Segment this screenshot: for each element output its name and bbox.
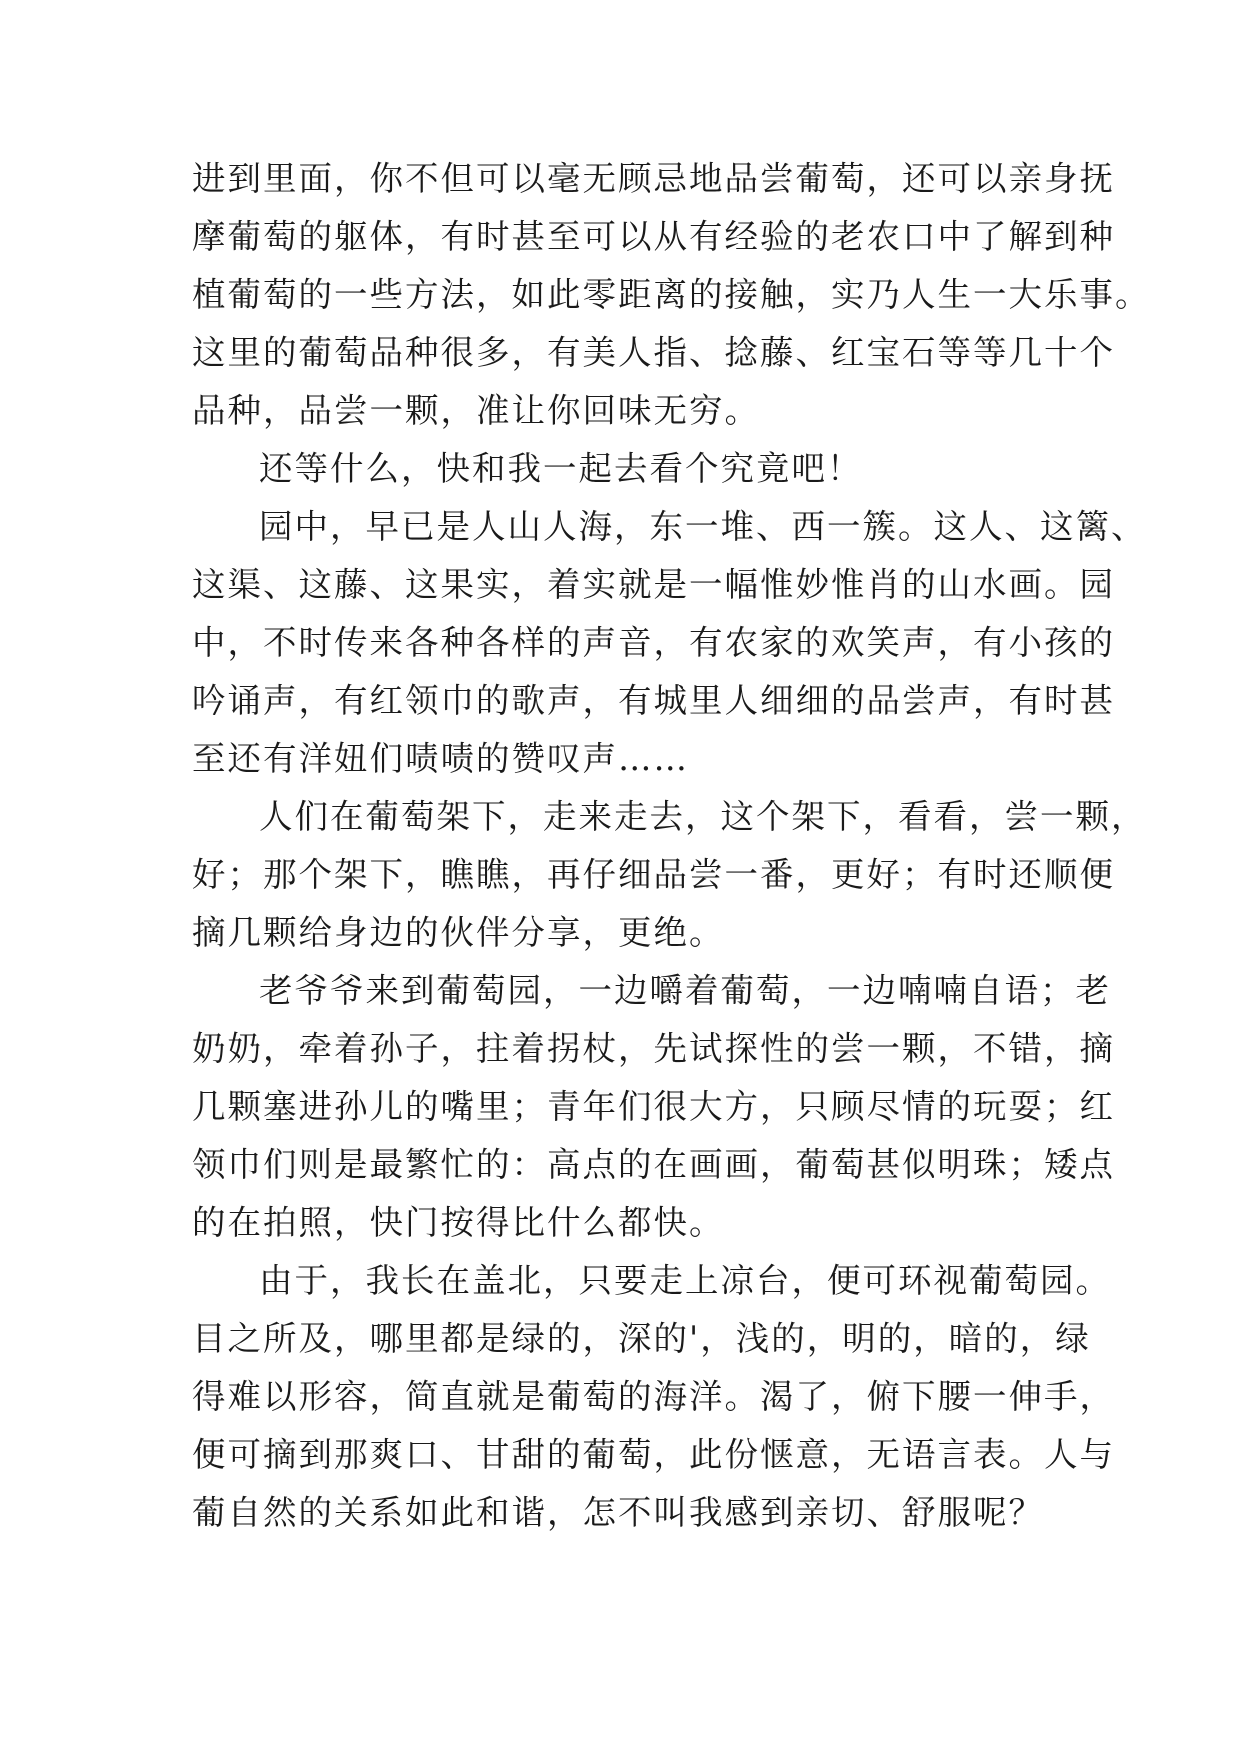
text-line: 园中，早已是人山人海，东一堆、西一簇。这人、这篱、: [259, 507, 1147, 546]
text-line: 目之所及，哪里都是绿的，深的'，浅的，明的，暗的，绿: [192, 1319, 1091, 1358]
text-line: 这渠、这藤、这果实，着实就是一幅惟妙惟肖的山水画。园: [192, 565, 1115, 604]
text-line: 老爷爷来到葡萄园，一边嚼着葡萄，一边喃喃自语；老: [259, 971, 1111, 1010]
text-line: 品种，品尝一颗，准让你回味无穷。: [192, 391, 760, 430]
text-line: 奶奶，牵着孙子，拄着拐杖，先试探性的尝一颗，不错，摘: [192, 1029, 1115, 1068]
text-line: 中，不时传来各种各样的声音，有农家的欢笑声，有小孩的: [192, 623, 1115, 662]
text-line: 进到里面，你不但可以毫无顾忌地品尝葡萄，还可以亲身抚: [192, 159, 1115, 198]
text-line: 好；那个架下，瞧瞧，再仔细品尝一番，更好；有时还顺便: [192, 855, 1115, 894]
text-line: 吟诵声，有红领巾的歌声，有城里人细细的品尝声，有时甚: [192, 681, 1115, 720]
text-line: 几颗塞进孙儿的嘴里；青年们很大方，只顾尽情的玩耍；红: [192, 1087, 1115, 1126]
text-line: 摩葡萄的躯体，有时甚至可以从有经验的老农口中了解到种: [192, 217, 1115, 256]
text-line: 领巾们则是最繁忙的：高点的在画画，葡萄甚似明珠；矮点: [192, 1145, 1115, 1184]
text-line: 由于，我长在盖北，只要走上凉台，便可环视葡萄园。: [259, 1261, 1111, 1300]
text-line: 植葡萄的一些方法，如此零距离的接触，实乃人生一大乐事。: [192, 275, 1151, 314]
text-line: 摘几颗给身边的伙伴分享，更绝。: [192, 913, 725, 952]
text-line: 葡自然的关系如此和谐，怎不叫我感到亲切、舒服呢？: [192, 1493, 1044, 1532]
text-line: 得难以形容，简直就是葡萄的海洋。渴了，俯下腰一伸手，: [192, 1377, 1115, 1416]
text-line: 至还有洋妞们啧啧的赞叹声……: [192, 739, 689, 778]
article-body: [192, 150, 1151, 1542]
text-line: 的在拍照，快门按得比什么都快。: [192, 1203, 725, 1242]
text-line: 还等什么，快和我一起去看个究竟吧！: [259, 449, 863, 488]
text-line: 人们在葡萄架下，走来走去，这个架下，看看，尝一颗，: [259, 797, 1147, 836]
text-line: 便可摘到那爽口、甘甜的葡萄，此份惬意，无语言表。人与: [192, 1435, 1115, 1474]
text-line: 这里的葡萄品种很多，有美人指、捻藤、红宝石等等几十个: [192, 333, 1115, 372]
